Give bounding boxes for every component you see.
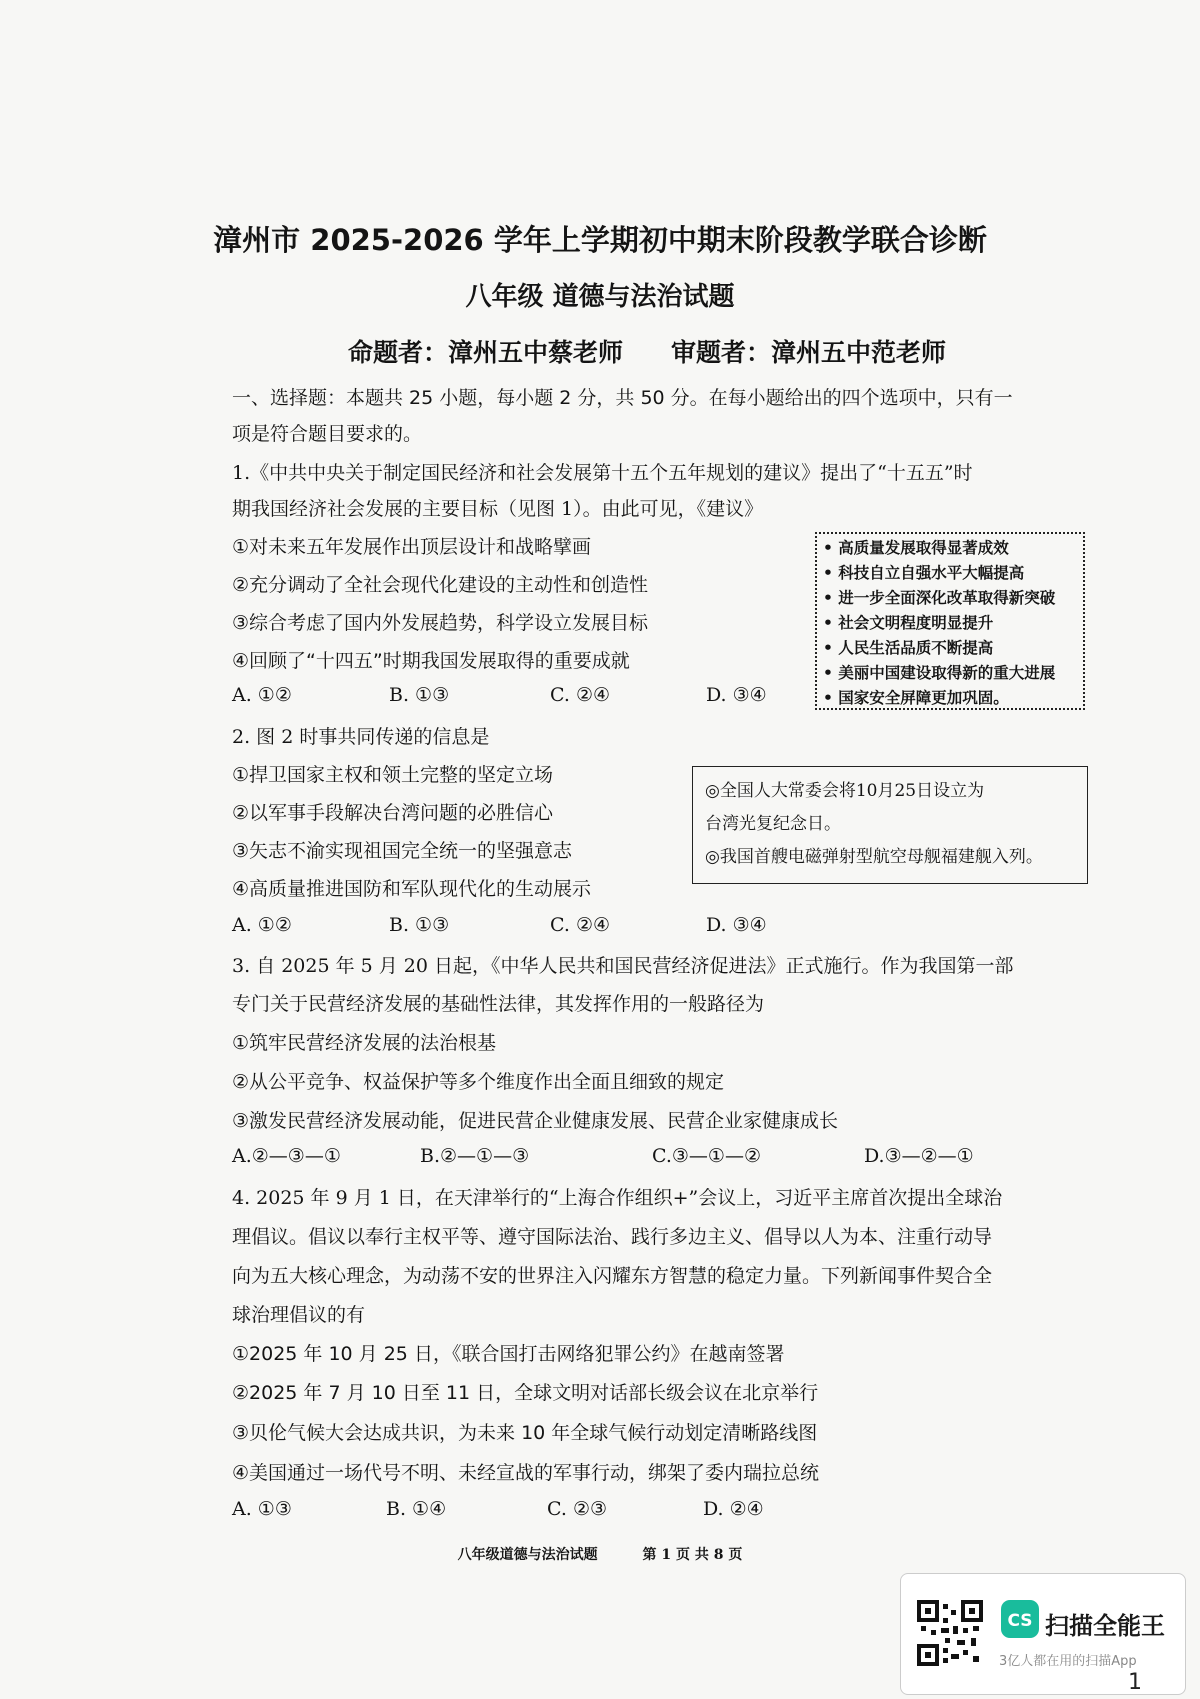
scanner-watermark	[900, 1573, 1186, 1695]
q4-option-a: A. ①③	[232, 1498, 292, 1520]
figure-2-line: ◎我国首艘电磁弹射型航空母舰福建舰入列。	[705, 847, 1043, 867]
figure-1-item: • 国家安全屏障更加巩固。	[823, 689, 1009, 707]
q2-item: ④高质量推进国防和军队现代化的生动展示	[232, 878, 592, 900]
footer-page: 第 1 页 共 8 页	[642, 1547, 743, 1563]
page-title: 漳州市 2025-2026 学年上学期初中期末阶段教学联合诊断	[213, 223, 987, 257]
q4-item: ②2025 年 7 月 10 日至 11 日，全球文明对话部长级会议在北京举行	[232, 1382, 819, 1404]
scanner-app-name: 扫描全能王	[1045, 1612, 1165, 1640]
q4-stem-line: 向为五大核心理念，为动荡不安的世界注入闪耀东方智慧的稳定力量。下列新闻事件契合全	[232, 1265, 993, 1287]
q3-item: ②从公平竞争、权益保护等多个维度作出全面且细致的规定	[232, 1071, 725, 1093]
q1-stem-line1: 1.《中共中央关于制定国民经济和社会发展第十五个五年规划的建议》提出了“十五五”时	[232, 462, 973, 484]
q1-item: ②充分调动了全社会现代化建设的主动性和创造性	[232, 574, 649, 596]
figure-1-item: • 科技自立自强水平大幅提高	[823, 564, 1025, 582]
q3-option-c: C.③—①—②	[652, 1145, 761, 1167]
figure-1-item: • 人民生活品质不断提高	[823, 639, 994, 657]
q3-item: ①筑牢民营经济发展的法治根基	[232, 1032, 497, 1054]
q4-stem-line: 球治理倡议的有	[232, 1304, 366, 1326]
q1-item: ①对未来五年发展作出顶层设计和战略擘画	[232, 536, 592, 558]
q3-stem-line2: 专门关于民营经济发展的基础性法律，其发挥作用的一般路径为	[232, 993, 765, 1015]
q3-option-a: A.②—③—①	[232, 1145, 341, 1167]
q3-option-d: D.③—②—①	[864, 1145, 974, 1167]
figure-2-box	[692, 766, 1088, 884]
q1-option-a: A. ①②	[232, 684, 292, 706]
reviewer: 审题者：漳州五中范老师	[671, 338, 947, 367]
camscanner-logo-icon	[1001, 1600, 1039, 1638]
q1-option-d: D. ③④	[706, 684, 767, 706]
page-number: 1	[1128, 1670, 1142, 1695]
q3-item: ③激发民营经济发展动能，促进民营企业健康发展、民营企业家健康成长	[232, 1110, 839, 1132]
author: 命题者：漳州五中蔡老师	[348, 338, 624, 367]
q2-item: ①捍卫国家主权和领土完整的坚定立场	[232, 764, 554, 786]
figure-1-item: • 高质量发展取得显著成效	[823, 539, 1009, 557]
q1-stem-line2: 期我国经济社会发展的主要目标（见图 1）。由此可见，《建议》	[232, 498, 764, 520]
q2-option-b: B. ①③	[389, 914, 450, 936]
figure-2-line: ◎全国人大常委会将10月25日设立为	[705, 781, 985, 801]
figure-1-item: • 美丽中国建设取得新的重大进展	[823, 664, 1056, 682]
figure-2-line: 台湾光复纪念日。	[705, 814, 841, 834]
section-instructions-line1: 一、选择题：本题共 25 小题，每小题 2 分，共 50 分。在每小题给出的四个选项中，只有一	[232, 387, 1013, 409]
q4-option-b: B. ①④	[386, 1498, 447, 1520]
qr-code-icon	[917, 1600, 983, 1666]
q4-item: ①2025 年 10 月 25 日，《联合国打击网络犯罪公约》在越南签署	[232, 1343, 785, 1365]
q3-option-b: B.②—①—③	[420, 1145, 530, 1167]
q2-stem: 2. 图 2 时事共同传递的信息是	[232, 726, 490, 748]
q2-item: ②以军事手段解决台湾问题的必胜信心	[232, 802, 554, 824]
page-footer	[0, 1544, 1200, 1564]
q3-stem-line1: 3. 自 2025 年 5 月 20 日起，《中华人民共和国民营经济促进法》正式施行。作为我国第一部	[232, 955, 1014, 977]
page-subtitle: 八年级 道德与法治试题	[465, 282, 735, 312]
q2-option-a: A. ①②	[232, 914, 292, 936]
q4-option-c: C. ②③	[547, 1498, 608, 1520]
q4-stem-line: 4. 2025 年 9 月 1 日，在天津举行的“上海合作组织+”会议上，习近平主席首次提出全球治	[232, 1187, 1003, 1209]
q2-option-d: D. ③④	[706, 914, 767, 936]
q4-item: ③贝伦气候大会达成共识，为未来 10 年全球气候行动划定清晰路线图	[232, 1422, 818, 1444]
footer-subject: 八年级道德与法治试题	[457, 1547, 598, 1563]
q1-option-c: C. ②④	[550, 684, 611, 706]
scanner-tagline: 3亿人都在用的扫描App	[999, 1654, 1137, 1669]
q4-item: ④美国通过一场代号不明、未经宣战的军事行动，绑架了委内瑞拉总统	[232, 1462, 820, 1484]
q2-option-c: C. ②④	[550, 914, 611, 936]
q2-item: ③矢志不渝实现祖国完全统一的坚强意志	[232, 840, 573, 862]
svg-text:CS: CS	[1007, 1611, 1033, 1631]
q1-option-b: B. ①③	[389, 684, 450, 706]
figure-1-box	[815, 532, 1085, 710]
figure-1-item: • 进一步全面深化改革取得新突破	[823, 589, 1056, 607]
q1-item: ③综合考虑了国内外发展趋势，科学设立发展目标	[232, 612, 649, 634]
author-line	[348, 333, 946, 369]
q4-option-d: D. ②④	[703, 1498, 764, 1520]
q4-stem-line: 理倡议。倡议以奉行主权平等、遵守国际法治、践行多边主义、倡导以人为本、注重行动导	[232, 1226, 993, 1248]
q1-item: ④回顾了“十四五”时期我国发展取得的重要成就	[232, 650, 630, 672]
section-instructions-line2: 项是符合题目要求的。	[232, 423, 423, 445]
figure-1-item: • 社会文明程度明显提升	[823, 614, 994, 632]
